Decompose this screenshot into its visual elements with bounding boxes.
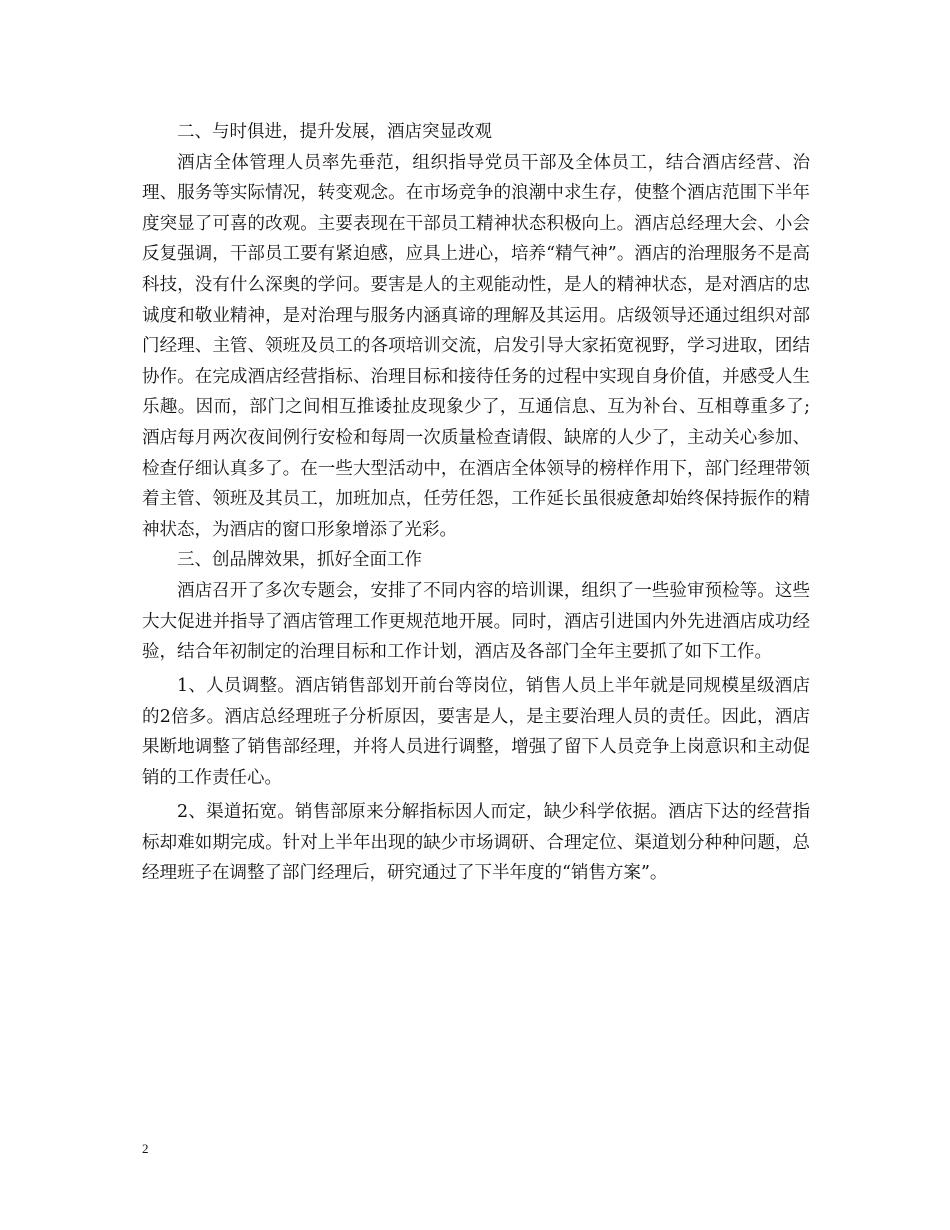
paragraph-channel-expansion: 2、渠道拓宽。销售部原来分解指标因人而定，缺少科学依据。酒店下达的经营指标却难如期完成。针对上半年出现的缺少市场调研、合理定位、渠道划分种种问题，总经理班子在调整了部门经理后，研究通过了下半年度的“销售方案”。 xyxy=(142,802,810,884)
section-heading-3: 三、创品牌效果，抓好全面工作 xyxy=(177,550,422,571)
paragraph-spirit: 酒店全体管理人员率先垂范，组织指导党员干部及全体员工，结合酒店经营、治理、服务等实际情况，转变观念。在市场竞争的浪潮中求生存，使整个酒店范围下半年度突显了可喜的改观。主要表现在干部员工精神状态积极向上。酒店总经理大会、小会反复强调，干部员工要有紧迫感，应具上进心，培养“精气神”。酒店的治理服务不是高科技，没有什么深奥的学问。要害是人的主观能动性，是人的精神状态，是对酒店的忠诚度和敬业精神，是对治理与服务内涵真谛的理解及其运用。店级领导还通过组织对部门经理、主管、领班及员工的各项培训交流，启发引导大家拓宽视野，学习进取，团结协作。在完成酒店经营指标、治理目标和接待任务的过程中实现自身价值，并感受人生乐趣。因而，部门之间相互推诿扯皮现象少了，互通信息、互为补台、互相尊重多了;酒店每月两次夜间例行安检和每周一次质量检查请假、缺席的人少了，主动关心参加、检查仔细认真多了。在一些大型活动中，在酒店全体领导的榜样作用下，部门经理带领着主管、领班及其员工，加班加点，任劳任怨，工作延长虽很疲惫却始终保持振作的精神状态，为酒店的窗口形象增添了光彩。 xyxy=(142,152,810,540)
page-number: 2 xyxy=(142,1141,149,1156)
paragraph-staff-adjustment: 1、人员调整。酒店销售部划开前台等岗位，销售人员上半年就是同规模星级酒店的2倍多。酒店总经理班子分析原因，要害是人，是主要治理人员的责任。因此，酒店果断地调整了销售部经理，并将人员进行调整，增强了留下人员竞争上岗意识和主动促销的工作责任心。 xyxy=(142,676,810,788)
document-body xyxy=(142,117,810,889)
section-heading-2: 二、与时俱进，提升发展，酒店突显改观 xyxy=(177,122,492,142)
paragraph-meetings: 酒店召开了多次专题会，安排了不同内容的培训课，组织了一些验审预检等。这些大大促进并指导了酒店管理工作更规范地开展。同时，酒店引进国内外先进酒店成功经验，结合年初制定的治理目标和工作计划，酒店及各部门全年主要抓了如下工作。 xyxy=(142,580,810,663)
